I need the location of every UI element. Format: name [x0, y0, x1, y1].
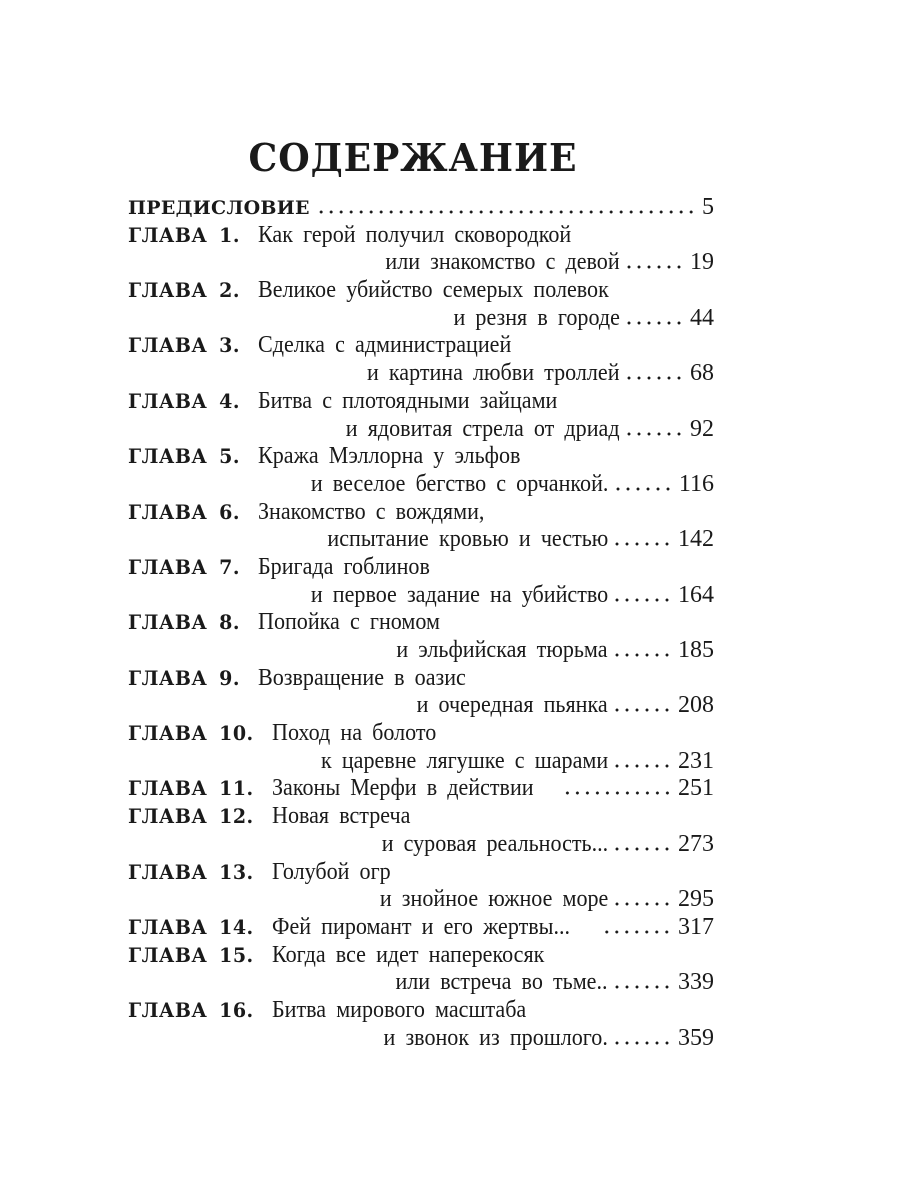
chapter-label: ГЛАВА 16. [128, 997, 254, 1022]
chapter-label: ГЛАВА 10. [128, 721, 254, 746]
chapter-title: Битва мирового масштаба [272, 996, 527, 1023]
entry-line-continued [128, 886, 714, 914]
toc-entry-chapter-10 [128, 720, 714, 775]
page-number: 19 [690, 249, 714, 276]
dot-leader [614, 708, 672, 712]
entry-line [128, 499, 714, 527]
entry-line [128, 332, 714, 360]
chapter-title: Когда все идет наперекосяк [272, 941, 545, 968]
chapter-title-continued: и суровая реальность... [381, 830, 608, 857]
entry-line [128, 665, 714, 693]
entry-line-continued [128, 471, 714, 499]
chapter-title: Фей пиромант и его жертвы... [272, 913, 571, 940]
chapter-title-continued: или встреча во тьме.. [395, 969, 608, 996]
chapter-title-continued: и резня в городе [453, 304, 620, 331]
page-number: 208 [678, 692, 714, 719]
chapter-label: ГЛАВА 12. [128, 804, 254, 829]
chapter-label: ГЛАВА 13. [128, 859, 254, 884]
entry-line-continued [128, 305, 714, 333]
chapter-title: Великое убийство семерых полевок [257, 277, 609, 304]
chapter-title: Попойка с гномом [257, 609, 440, 636]
entry-line [128, 277, 714, 305]
page-number: 92 [690, 415, 714, 442]
dot-leader [614, 847, 672, 851]
page-number: 359 [678, 1024, 714, 1051]
entry-line-continued [128, 249, 714, 277]
chapter-label: ГЛАВА 8. [128, 610, 240, 635]
entry-line [128, 942, 714, 970]
chapter-label: ГЛАВА 4. [128, 388, 240, 413]
page-number: 295 [678, 886, 714, 913]
page-number: 185 [678, 637, 714, 663]
chapter-title: Поход на болото [272, 720, 437, 747]
entry-line-continued [128, 582, 714, 610]
chapter-title-continued: испытание кровью и честью [327, 526, 608, 553]
page-number: 68 [690, 360, 714, 387]
entry-line [128, 554, 714, 582]
dot-leader [563, 791, 672, 795]
chapter-label: ГЛАВА 2. [128, 278, 240, 303]
entry-line-continued [128, 831, 714, 859]
chapter-title-continued: и ядовитая стрела от дриад [346, 415, 620, 442]
entry-line [128, 720, 714, 748]
entry-line-continued [128, 692, 714, 720]
entry-line [128, 222, 714, 250]
entry-line [128, 388, 714, 416]
dot-leader [614, 985, 672, 989]
toc-entry-chapter-15 [128, 942, 714, 997]
chapter-label: ГЛАВА 11. [128, 776, 254, 801]
page-number: 231 [678, 747, 714, 774]
chapter-label: ГЛАВА 14. [128, 914, 254, 939]
page-number: 251 [678, 775, 714, 802]
toc-entry-chapter-3 [128, 332, 714, 387]
dot-leader [602, 930, 672, 934]
chapter-title: Битва с плотоядными зайцами [257, 387, 558, 414]
toc-entry-chapter-6 [128, 499, 714, 554]
dot-leader [614, 764, 672, 768]
entry-line-continued [128, 416, 714, 444]
dot-leader [626, 432, 684, 436]
chapter-label: ГЛАВА 5. [128, 444, 240, 469]
toc-entry-chapter-12 [128, 803, 714, 858]
dot-leader [614, 542, 672, 546]
dot-leader [615, 487, 673, 491]
entry-line [128, 775, 714, 803]
entry-line [128, 914, 714, 942]
toc-entry-preface [128, 194, 714, 222]
toc-entry-chapter-8 [128, 609, 714, 664]
dot-leader [614, 598, 672, 602]
chapter-label: ГЛАВА 6. [128, 499, 240, 524]
dot-leader [626, 321, 684, 325]
dot-leader [614, 902, 672, 906]
dot-leader [626, 376, 684, 380]
toc-entry-chapter-16 [128, 997, 714, 1052]
toc-entry-chapter-13 [128, 859, 714, 914]
entry-line-continued [128, 526, 714, 554]
chapter-title: Бригада гоблинов [257, 553, 430, 580]
chapter-title-continued: к царевне лягушке с шарами [320, 747, 608, 774]
dot-leader [614, 1041, 672, 1045]
entry-line-continued [128, 748, 714, 776]
chapter-title: Возвращение в оазис [257, 664, 466, 691]
chapter-title: Как герой получил сковородкой [257, 221, 572, 248]
chapter-title-continued: и веселое бегство с орчанкой. [311, 470, 609, 497]
entry-line [128, 609, 714, 637]
page-title: СОДЕРЖАНИЕ [248, 135, 578, 180]
entry-line [128, 803, 714, 831]
page-number: 142 [678, 526, 714, 553]
dot-leader [614, 653, 672, 657]
chapter-title: Голубой огр [272, 858, 391, 885]
chapter-title-continued: и эльфийская тюрьма [396, 637, 608, 663]
dot-leader [316, 210, 696, 214]
page-number: 5 [702, 194, 714, 220]
chapter-label: ГЛАВА 1. [128, 222, 240, 247]
toc-entry-chapter-1 [128, 222, 714, 277]
page-number: 164 [678, 581, 714, 608]
entry-line-continued [128, 969, 714, 997]
chapter-title-continued: и первое задание на убийство [310, 581, 608, 608]
page-number: 44 [690, 304, 714, 331]
chapter-label: ГЛАВА 3. [128, 333, 240, 358]
toc-entry-chapter-14 [128, 914, 714, 942]
entry-line-continued [128, 360, 714, 388]
entry-line [128, 443, 714, 471]
table-of-contents [128, 194, 714, 1052]
chapter-title-continued: и очередная пьянка [416, 692, 608, 719]
chapter-title-continued: и картина любви троллей [367, 360, 620, 387]
chapter-label: ГЛАВА 15. [128, 942, 254, 967]
chapter-label: ГЛАВА 9. [128, 665, 240, 690]
toc-entry-chapter-5 [128, 443, 714, 498]
page-number: 317 [678, 913, 714, 940]
chapter-title-continued: или знакомство с девой [385, 249, 620, 276]
page-number: 273 [678, 830, 714, 857]
chapter-title: Новая встреча [272, 803, 411, 830]
chapter-title-continued: и знойное южное море [379, 886, 608, 913]
entry-line-continued [128, 637, 714, 665]
chapter-title: Сделка с администрацией [257, 332, 512, 359]
entry-line-continued [128, 1025, 714, 1053]
entry-line [128, 997, 714, 1025]
entry-label: ПРЕДИСЛОВИЕ [128, 197, 310, 219]
toc-entry-chapter-4 [128, 388, 714, 443]
entry-line [128, 859, 714, 887]
chapter-title: Кража Мэллорна у эльфов [257, 443, 521, 470]
toc-entry-chapter-7 [128, 554, 714, 609]
chapter-title-continued: и звонок из прошлого. [383, 1024, 608, 1051]
dot-leader [626, 265, 684, 269]
page-number: 116 [678, 470, 714, 497]
chapter-title: Законы Мерфи в действии [272, 775, 534, 802]
chapter-label: ГЛАВА 7. [128, 554, 240, 579]
toc-entry-chapter-9 [128, 665, 714, 720]
chapter-title: Знакомство с вождями, [257, 498, 485, 525]
page-number: 339 [678, 969, 714, 996]
toc-entry-chapter-2 [128, 277, 714, 332]
toc-entry-chapter-11 [128, 775, 714, 803]
